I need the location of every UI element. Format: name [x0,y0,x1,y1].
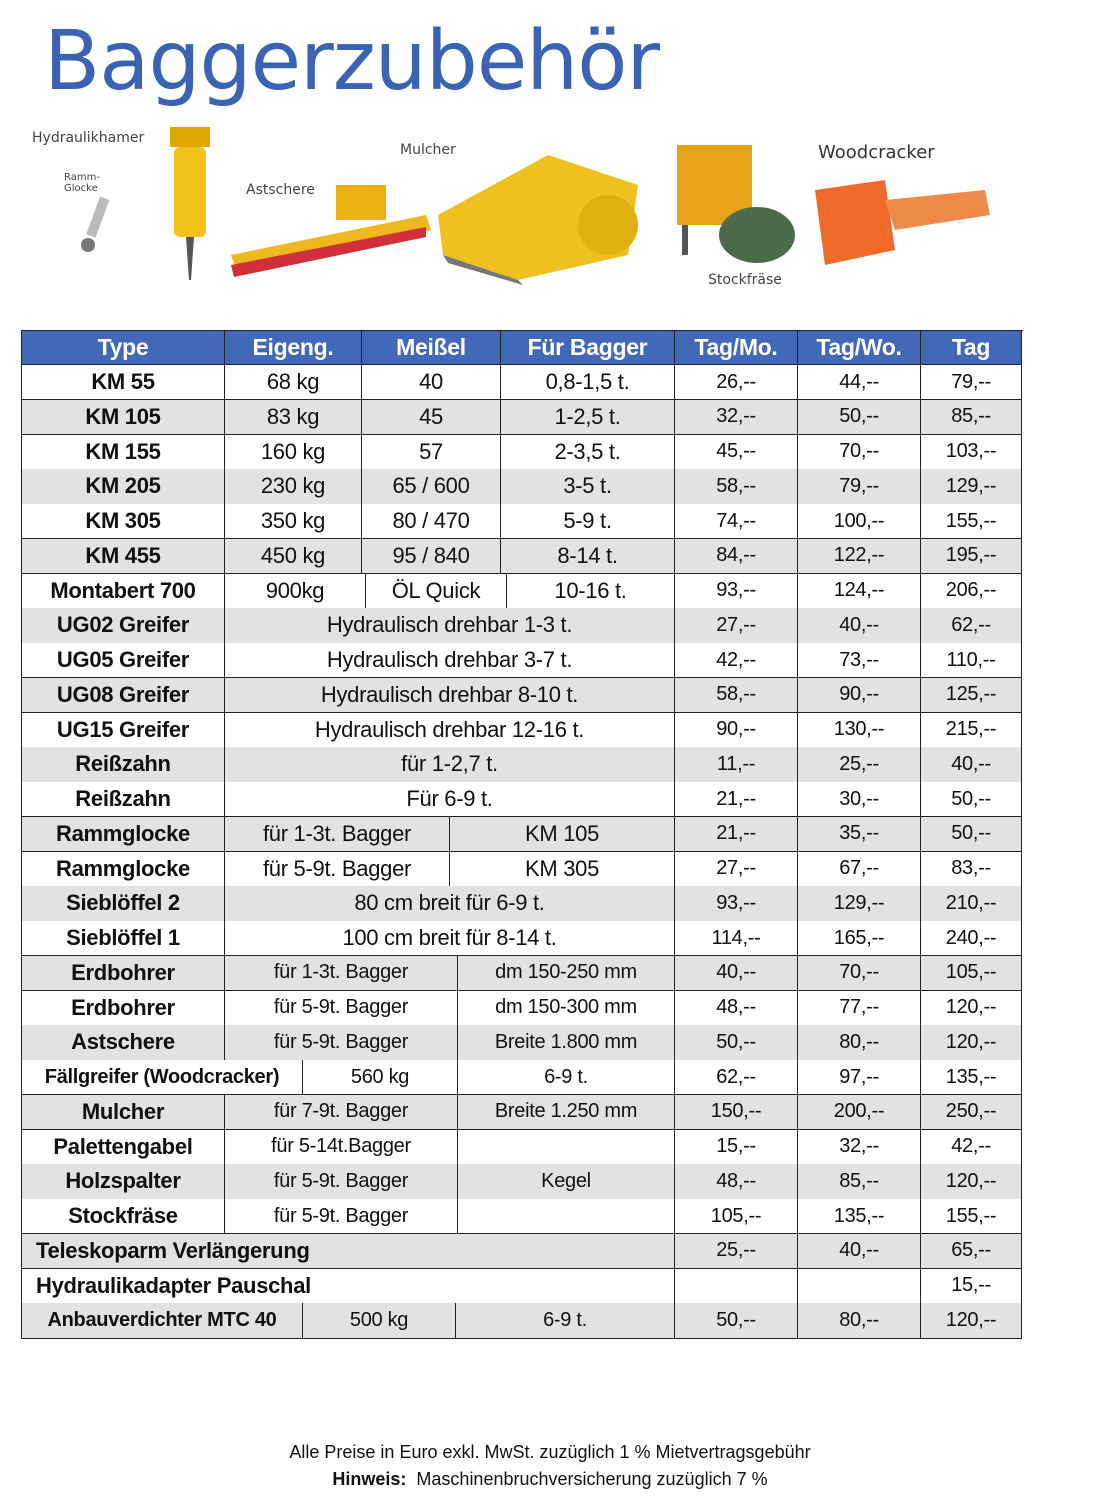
type-cell: Teleskoparm Verlängerung [22,1234,675,1269]
spec-cell: 560 kg [303,1060,458,1095]
column-header: Tag/Mo. [675,331,798,365]
spec-cell: 3-5 t. [501,469,675,504]
price-day: 103,-- [921,435,1022,470]
price-week: 67,-- [798,852,921,887]
spec-cell: 450 kg [225,539,362,574]
image-label-stockfraese: Stockfräse [708,272,782,288]
price-week: 25,-- [798,747,921,782]
image-label-woodcracker: Woodcracker [818,142,935,163]
price-week: 44,-- [798,365,921,400]
price-week: 97,-- [798,1060,921,1095]
spec-cell: Hydraulisch drehbar 1-3 t. [225,608,675,643]
price-week: 30,-- [798,782,921,817]
type-cell: KM 305 [22,504,225,539]
price-month: 32,-- [675,400,798,435]
price-day: 240,-- [921,921,1022,956]
image-label-astschere: Astschere [246,182,315,198]
price-month: 150,-- [675,1095,798,1130]
spec-cell: KM 305 [450,852,675,887]
woodcracker-image [805,170,995,270]
footer-prices-note: Alle Preise in Euro exkl. MwSt. zuzüglich 1 % Mietvertragsgebühr [289,1442,811,1462]
price-day: 125,-- [921,678,1022,713]
type-cell: UG08 Greifer [22,678,225,713]
type-cell: Palettengabel [22,1130,225,1165]
price-week: 70,-- [798,435,921,470]
spec-cell: Für 6-9 t. [225,782,675,817]
spec-cell: 83 kg [225,400,362,435]
price-day: 85,-- [921,400,1022,435]
column-header: Meißel [362,331,501,365]
price-day: 250,-- [921,1095,1022,1130]
spec-cell: KM 105 [450,817,675,852]
price-month: 84,-- [675,539,798,574]
type-cell: KM 455 [22,539,225,574]
spec-cell: für 5-9t. Bagger [225,991,458,1026]
spec-cell: für 5-9t. Bagger [225,1025,458,1060]
spec-cell: für 5-9t. Bagger [225,1199,458,1234]
column-header: Für Bagger [501,331,675,365]
price-day: 79,-- [921,365,1022,400]
price-day: 129,-- [921,469,1022,504]
price-month: 45,-- [675,435,798,470]
price-month: 27,-- [675,852,798,887]
price-week: 73,-- [798,643,921,678]
type-cell: Mulcher [22,1095,225,1130]
spec-cell: 80 cm breit für 6-9 t. [225,886,675,921]
price-week: 130,-- [798,713,921,748]
price-day: 195,-- [921,539,1022,574]
rammglocke-image [76,195,116,255]
spec-cell: 45 [362,400,501,435]
price-week: 200,-- [798,1095,921,1130]
spec-cell: für 5-14t.Bagger [225,1130,458,1165]
footer-hint-label: Hinweis: [332,1469,407,1489]
type-cell: UG02 Greifer [22,608,225,643]
price-day: 155,-- [921,504,1022,539]
spec-cell: 900kg [225,574,366,609]
price-day: 120,-- [921,1025,1022,1060]
price-week: 124,-- [798,574,921,609]
price-month: 93,-- [675,574,798,609]
price-week: 85,-- [798,1164,921,1199]
column-header: Eigeng. [225,331,362,365]
price-month: 114,-- [675,921,798,956]
column-header: Tag [921,331,1022,365]
price-week: 122,-- [798,539,921,574]
price-month: 105,-- [675,1199,798,1234]
price-day: 135,-- [921,1060,1022,1095]
column-header: Tag/Wo. [798,331,921,365]
price-month: 11,-- [675,747,798,782]
price-day: 110,-- [921,643,1022,678]
price-day: 155,-- [921,1199,1022,1234]
image-label-mulcher: Mulcher [400,142,456,158]
page-title: Baggerzubehör [44,14,660,109]
type-cell: Sieblöffel 2 [22,886,225,921]
spec-cell: 2-3,5 t. [501,435,675,470]
price-month: 40,-- [675,956,798,991]
price-month: 58,-- [675,678,798,713]
price-week: 129,-- [798,886,921,921]
price-day: 83,-- [921,852,1022,887]
type-cell: UG05 Greifer [22,643,225,678]
spec-cell: 95 / 840 [362,539,501,574]
price-day: 62,-- [921,608,1022,643]
footer-hint-text: Maschinenbruchversicherung zuzüglich 7 % [416,1469,768,1489]
price-month [675,1269,798,1304]
price-day: 50,-- [921,817,1022,852]
type-cell: KM 205 [22,469,225,504]
hydraulikhammer-image [160,122,220,282]
spec-cell: 68 kg [225,365,362,400]
spec-cell: 100 cm breit für 8-14 t. [225,921,675,956]
price-week: 32,-- [798,1130,921,1165]
spec-cell: 6-9 t. [458,1060,675,1095]
type-cell: Astschere [22,1025,225,1060]
price-month: 26,-- [675,365,798,400]
type-cell: Reißzahn [22,747,225,782]
spec-cell: 5-9 t. [501,504,675,539]
astschere-image [226,175,431,280]
price-month: 48,-- [675,1164,798,1199]
type-cell: KM 105 [22,400,225,435]
type-cell: Fällgreifer (Woodcracker) [22,1060,303,1095]
price-day: 65,-- [921,1234,1022,1269]
spec-cell: 230 kg [225,469,362,504]
spec-cell: 40 [362,365,501,400]
spec-cell: 1-2,5 t. [501,400,675,435]
price-week: 50,-- [798,400,921,435]
price-day: 215,-- [921,713,1022,748]
price-day: 210,-- [921,886,1022,921]
price-month: 48,-- [675,991,798,1026]
spec-cell: 80 / 470 [362,504,501,539]
price-month: 21,-- [675,782,798,817]
spec-cell: 500 kg [303,1303,456,1338]
stockfraese-image [672,140,797,270]
price-day: 40,-- [921,747,1022,782]
price-week: 90,-- [798,678,921,713]
type-cell: Rammglocke [22,852,225,887]
price-day: 120,-- [921,1303,1022,1338]
image-label-hydraulikhammer: Hydraulikhamer [32,130,145,146]
type-cell: Hydraulikadapter Pauschal [22,1269,675,1304]
price-day: 120,-- [921,1164,1022,1199]
spec-cell: 0,8-1,5 t. [501,365,675,400]
type-cell: Sieblöffel 1 [22,921,225,956]
spec-cell: Kegel [458,1164,675,1199]
footer-hint [0,1469,1100,1490]
price-month: 15,-- [675,1130,798,1165]
price-month: 25,-- [675,1234,798,1269]
spec-cell: 6-9 t. [456,1303,675,1338]
price-week: 70,-- [798,956,921,991]
price-week: 35,-- [798,817,921,852]
price-month: 27,-- [675,608,798,643]
price-week: 40,-- [798,608,921,643]
type-cell: Stockfräse [22,1199,225,1234]
price-month: 21,-- [675,817,798,852]
spec-cell: für 1-3t. Bagger [225,817,450,852]
spec-cell: Hydraulisch drehbar 3-7 t. [225,643,675,678]
price-day: 50,-- [921,782,1022,817]
type-cell: KM 155 [22,435,225,470]
spec-cell: für 5-9t. Bagger [225,852,450,887]
price-day: 105,-- [921,956,1022,991]
price-week: 100,-- [798,504,921,539]
spec-cell: 350 kg [225,504,362,539]
spec-cell: Breite 1.250 mm [458,1095,675,1130]
spec-cell [458,1199,675,1234]
spec-cell: für 1-3t. Bagger [225,956,458,991]
type-cell: Holzspalter [22,1164,225,1199]
spec-cell: dm 150-300 mm [458,991,675,1026]
spec-cell: 65 / 600 [362,469,501,504]
price-day: 42,-- [921,1130,1022,1165]
type-cell: Rammglocke [22,817,225,852]
spec-cell: 160 kg [225,435,362,470]
price-day: 206,-- [921,574,1022,609]
type-cell: Erdbohrer [22,991,225,1026]
spec-cell: für 1-2,7 t. [225,747,675,782]
type-cell: Reißzahn [22,782,225,817]
price-month: 74,-- [675,504,798,539]
price-week: 80,-- [798,1303,921,1338]
spec-cell: ÖL Quick [366,574,507,609]
price-day: 120,-- [921,991,1022,1026]
spec-cell: 57 [362,435,501,470]
price-week: 79,-- [798,469,921,504]
spec-cell: für 7-9t. Bagger [225,1095,458,1130]
price-week: 135,-- [798,1199,921,1234]
price-week: 77,-- [798,991,921,1026]
column-header: Type [22,331,225,365]
type-cell: Erdbohrer [22,956,225,991]
spec-cell: für 5-9t. Bagger [225,1164,458,1199]
spec-cell: Breite 1.800 mm [458,1025,675,1060]
spec-cell: Hydraulisch drehbar 12-16 t. [225,713,675,748]
price-month: 42,-- [675,643,798,678]
type-cell: UG15 Greifer [22,713,225,748]
spec-cell [458,1130,675,1165]
price-month: 58,-- [675,469,798,504]
price-week [798,1269,921,1304]
price-month: 50,-- [675,1303,798,1338]
type-cell: Anbauverdichter MTC 40 [22,1303,303,1338]
price-week: 40,-- [798,1234,921,1269]
image-label-rammglocke: Ramm-Glocke [64,172,100,194]
price-month: 62,-- [675,1060,798,1095]
mulcher-image [428,145,643,285]
price-week: 80,-- [798,1025,921,1060]
type-cell: Montabert 700 [22,574,225,609]
type-cell: KM 55 [22,365,225,400]
price-month: 50,-- [675,1025,798,1060]
spec-cell: Hydraulisch drehbar 8-10 t. [225,678,675,713]
price-month: 93,-- [675,886,798,921]
spec-cell: dm 150-250 mm [458,956,675,991]
price-day: 15,-- [921,1269,1022,1304]
spec-cell: 8-14 t. [501,539,675,574]
spec-cell: 10-16 t. [507,574,675,609]
price-week: 165,-- [798,921,921,956]
price-month: 90,-- [675,713,798,748]
